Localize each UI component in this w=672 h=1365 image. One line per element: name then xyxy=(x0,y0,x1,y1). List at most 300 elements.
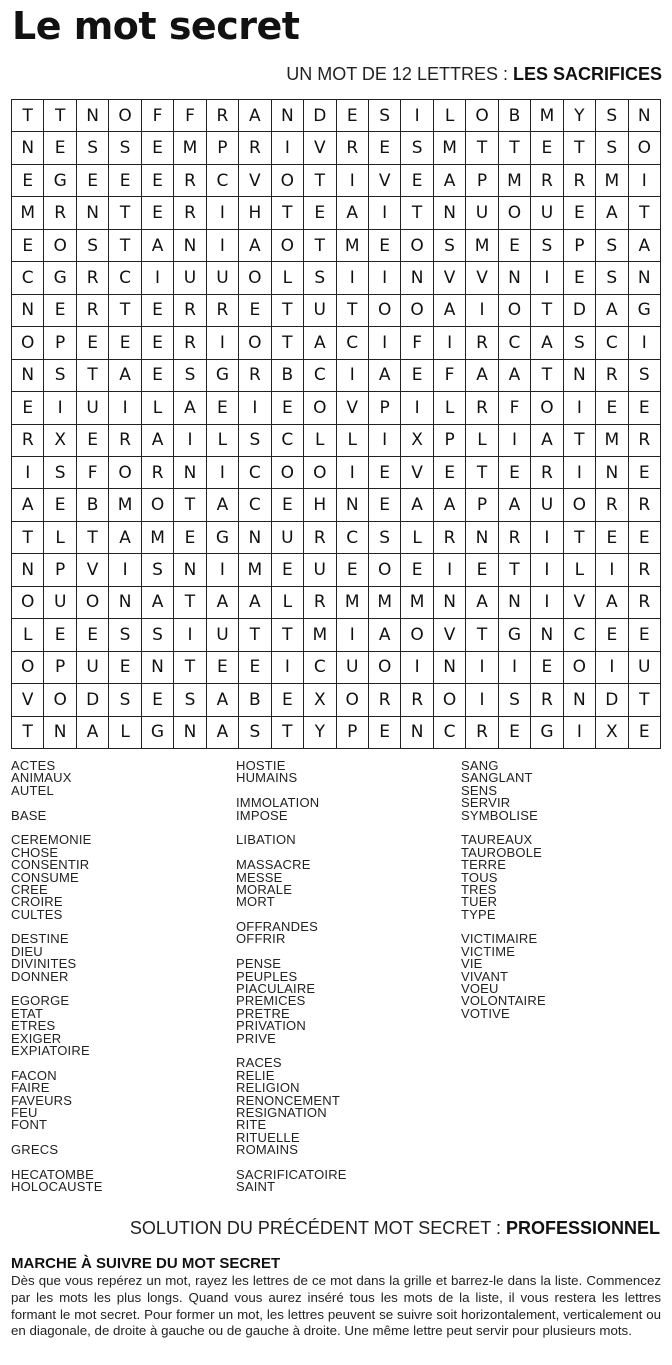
grid-cell[interactable]: C xyxy=(499,327,531,359)
grid-cell[interactable]: O xyxy=(629,132,661,164)
grid-cell[interactable]: M xyxy=(596,425,628,457)
grid-cell[interactable]: E xyxy=(44,295,76,327)
grid-cell[interactable]: C xyxy=(337,522,369,554)
grid-cell[interactable]: E xyxy=(499,457,531,489)
grid-cell[interactable]: R xyxy=(629,425,661,457)
grid-cell[interactable]: I xyxy=(44,392,76,424)
grid-cell[interactable]: A xyxy=(434,489,466,521)
grid-cell[interactable]: S xyxy=(369,522,401,554)
grid-cell[interactable]: T xyxy=(174,652,206,684)
grid-cell[interactable]: L xyxy=(44,522,76,554)
grid-cell[interactable]: C xyxy=(596,327,628,359)
grid-cell[interactable]: S xyxy=(239,425,271,457)
grid-cell[interactable]: N xyxy=(337,489,369,521)
grid-cell[interactable]: E xyxy=(629,522,661,554)
grid-cell[interactable]: C xyxy=(12,262,44,294)
grid-cell[interactable]: M xyxy=(337,230,369,262)
grid-cell[interactable]: A xyxy=(531,327,563,359)
grid-cell[interactable]: E xyxy=(142,132,174,164)
grid-cell[interactable]: E xyxy=(272,489,304,521)
grid-cell[interactable]: T xyxy=(109,230,141,262)
grid-cell[interactable]: E xyxy=(369,457,401,489)
grid-cell[interactable]: V xyxy=(12,684,44,716)
grid-cell[interactable]: R xyxy=(629,489,661,521)
grid-cell[interactable]: E xyxy=(109,652,141,684)
grid-cell[interactable]: R xyxy=(77,295,109,327)
grid-cell[interactable]: T xyxy=(77,522,109,554)
grid-cell[interactable]: R xyxy=(434,522,466,554)
grid-cell[interactable]: C xyxy=(109,262,141,294)
grid-cell[interactable]: T xyxy=(337,295,369,327)
grid-cell[interactable]: I xyxy=(401,100,433,132)
grid-cell[interactable]: I xyxy=(434,554,466,586)
grid-cell[interactable]: S xyxy=(44,360,76,392)
grid-cell[interactable]: A xyxy=(499,489,531,521)
grid-cell[interactable]: I xyxy=(564,717,596,749)
grid-cell[interactable]: T xyxy=(272,197,304,229)
grid-cell[interactable]: S xyxy=(434,230,466,262)
grid-cell[interactable]: G xyxy=(499,619,531,651)
grid-cell[interactable]: L xyxy=(401,522,433,554)
grid-cell[interactable]: O xyxy=(564,652,596,684)
grid-cell[interactable]: E xyxy=(629,717,661,749)
grid-cell[interactable]: V xyxy=(466,262,498,294)
grid-cell[interactable]: T xyxy=(466,457,498,489)
grid-cell[interactable]: I xyxy=(401,392,433,424)
grid-cell[interactable]: E xyxy=(142,327,174,359)
grid-cell[interactable]: T xyxy=(272,327,304,359)
grid-cell[interactable]: I xyxy=(174,619,206,651)
grid-cell[interactable]: L xyxy=(304,425,336,457)
grid-cell[interactable]: O xyxy=(272,230,304,262)
grid-cell[interactable]: E xyxy=(272,684,304,716)
grid-cell[interactable]: E xyxy=(499,717,531,749)
grid-cell[interactable]: A xyxy=(369,360,401,392)
grid-cell[interactable]: A xyxy=(207,587,239,619)
grid-cell[interactable]: O xyxy=(434,684,466,716)
grid-cell[interactable]: S xyxy=(142,619,174,651)
grid-cell[interactable]: F xyxy=(77,457,109,489)
grid-cell[interactable]: I xyxy=(337,457,369,489)
grid-cell[interactable]: E xyxy=(629,457,661,489)
grid-cell[interactable]: T xyxy=(466,132,498,164)
grid-cell[interactable]: I xyxy=(272,652,304,684)
grid-cell[interactable]: G xyxy=(207,360,239,392)
grid-cell[interactable]: P xyxy=(466,489,498,521)
grid-cell[interactable]: N xyxy=(564,360,596,392)
grid-cell[interactable]: N xyxy=(174,457,206,489)
grid-cell[interactable]: E xyxy=(44,132,76,164)
grid-cell[interactable]: R xyxy=(596,489,628,521)
grid-cell[interactable]: M xyxy=(12,197,44,229)
grid-cell[interactable]: S xyxy=(596,132,628,164)
grid-cell[interactable]: E xyxy=(207,392,239,424)
grid-cell[interactable]: N xyxy=(12,132,44,164)
grid-cell[interactable]: T xyxy=(401,197,433,229)
grid-cell[interactable]: I xyxy=(142,262,174,294)
grid-cell[interactable]: R xyxy=(499,522,531,554)
grid-cell[interactable]: T xyxy=(272,295,304,327)
grid-cell[interactable]: A xyxy=(466,587,498,619)
grid-cell[interactable]: N xyxy=(109,587,141,619)
grid-cell[interactable]: O xyxy=(44,684,76,716)
grid-cell[interactable]: C xyxy=(304,360,336,392)
grid-cell[interactable]: I xyxy=(531,522,563,554)
grid-cell[interactable]: I xyxy=(401,652,433,684)
grid-cell[interactable]: I xyxy=(531,554,563,586)
grid-cell[interactable]: S xyxy=(531,230,563,262)
grid-cell[interactable]: P xyxy=(44,327,76,359)
grid-cell[interactable]: L xyxy=(564,554,596,586)
grid-cell[interactable]: A xyxy=(596,587,628,619)
grid-cell[interactable]: G xyxy=(44,165,76,197)
grid-cell[interactable]: R xyxy=(207,295,239,327)
grid-cell[interactable]: S xyxy=(109,684,141,716)
grid-cell[interactable]: I xyxy=(109,392,141,424)
grid-cell[interactable]: O xyxy=(369,295,401,327)
grid-cell[interactable]: X xyxy=(401,425,433,457)
grid-cell[interactable]: R xyxy=(109,425,141,457)
grid-cell[interactable]: M xyxy=(174,132,206,164)
grid-cell[interactable]: I xyxy=(337,360,369,392)
grid-cell[interactable]: E xyxy=(369,230,401,262)
grid-cell[interactable]: A xyxy=(466,360,498,392)
grid-cell[interactable]: E xyxy=(77,165,109,197)
grid-cell[interactable]: E xyxy=(12,165,44,197)
grid-cell[interactable]: T xyxy=(12,100,44,132)
grid-cell[interactable]: U xyxy=(174,262,206,294)
grid-cell[interactable]: A xyxy=(239,587,271,619)
grid-cell[interactable]: O xyxy=(401,619,433,651)
grid-cell[interactable]: R xyxy=(466,327,498,359)
grid-cell[interactable]: E xyxy=(142,165,174,197)
grid-cell[interactable]: T xyxy=(12,717,44,749)
grid-cell[interactable]: T xyxy=(109,197,141,229)
grid-cell[interactable]: C xyxy=(564,619,596,651)
grid-cell[interactable]: M xyxy=(401,587,433,619)
grid-cell[interactable]: L xyxy=(434,392,466,424)
grid-cell[interactable]: V xyxy=(434,262,466,294)
grid-cell[interactable]: A xyxy=(77,717,109,749)
grid-cell[interactable]: E xyxy=(272,554,304,586)
grid-cell[interactable]: E xyxy=(564,262,596,294)
grid-cell[interactable]: E xyxy=(207,652,239,684)
grid-cell[interactable]: E xyxy=(77,327,109,359)
grid-cell[interactable]: D xyxy=(564,295,596,327)
grid-cell[interactable]: O xyxy=(109,100,141,132)
grid-cell[interactable]: I xyxy=(369,262,401,294)
grid-cell[interactable]: N xyxy=(12,554,44,586)
grid-cell[interactable]: I xyxy=(629,165,661,197)
grid-cell[interactable]: X xyxy=(44,425,76,457)
grid-cell[interactable]: M xyxy=(337,587,369,619)
grid-cell[interactable]: M xyxy=(499,165,531,197)
grid-cell[interactable]: C xyxy=(337,327,369,359)
grid-cell[interactable]: O xyxy=(401,295,433,327)
grid-cell[interactable]: I xyxy=(499,652,531,684)
grid-cell[interactable]: R xyxy=(174,295,206,327)
grid-cell[interactable]: I xyxy=(239,392,271,424)
grid-cell[interactable]: O xyxy=(239,262,271,294)
grid-cell[interactable]: N xyxy=(12,295,44,327)
grid-cell[interactable]: N xyxy=(174,717,206,749)
grid-cell[interactable]: T xyxy=(629,684,661,716)
grid-cell[interactable]: I xyxy=(109,554,141,586)
grid-cell[interactable]: S xyxy=(77,230,109,262)
grid-cell[interactable]: I xyxy=(207,457,239,489)
grid-cell[interactable]: Y xyxy=(304,717,336,749)
grid-cell[interactable]: U xyxy=(337,652,369,684)
grid-cell[interactable]: E xyxy=(239,652,271,684)
grid-cell[interactable]: A xyxy=(531,425,563,457)
grid-cell[interactable]: S xyxy=(109,619,141,651)
grid-cell[interactable]: O xyxy=(272,457,304,489)
grid-cell[interactable]: E xyxy=(401,554,433,586)
grid-cell[interactable]: O xyxy=(12,327,44,359)
grid-cell[interactable]: N xyxy=(564,684,596,716)
grid-cell[interactable]: G xyxy=(44,262,76,294)
grid-cell[interactable]: P xyxy=(44,554,76,586)
grid-cell[interactable]: G xyxy=(531,717,563,749)
grid-cell[interactable]: T xyxy=(304,165,336,197)
grid-cell[interactable]: E xyxy=(109,165,141,197)
grid-cell[interactable]: E xyxy=(337,554,369,586)
grid-cell[interactable]: R xyxy=(304,587,336,619)
grid-cell[interactable]: T xyxy=(174,489,206,521)
grid-cell[interactable]: T xyxy=(272,717,304,749)
grid-cell[interactable]: L xyxy=(207,425,239,457)
grid-cell[interactable]: A xyxy=(434,165,466,197)
grid-cell[interactable]: C xyxy=(239,457,271,489)
grid-cell[interactable]: S xyxy=(401,132,433,164)
grid-cell[interactable]: N xyxy=(12,360,44,392)
grid-cell[interactable]: I xyxy=(369,327,401,359)
grid-cell[interactable]: I xyxy=(337,262,369,294)
grid-cell[interactable]: U xyxy=(629,652,661,684)
grid-cell[interactable]: A xyxy=(142,587,174,619)
grid-cell[interactable]: D xyxy=(77,684,109,716)
grid-cell[interactable]: P xyxy=(434,425,466,457)
grid-cell[interactable]: N xyxy=(629,262,661,294)
grid-cell[interactable]: I xyxy=(12,457,44,489)
grid-cell[interactable]: I xyxy=(596,652,628,684)
grid-cell[interactable]: P xyxy=(564,230,596,262)
grid-cell[interactable]: G xyxy=(142,717,174,749)
grid-cell[interactable]: M xyxy=(434,132,466,164)
grid-cell[interactable]: M xyxy=(109,489,141,521)
grid-cell[interactable]: M xyxy=(239,554,271,586)
grid-cell[interactable]: R xyxy=(337,132,369,164)
grid-cell[interactable]: S xyxy=(174,684,206,716)
grid-cell[interactable]: R xyxy=(596,360,628,392)
grid-cell[interactable]: N xyxy=(596,457,628,489)
grid-cell[interactable]: E xyxy=(629,619,661,651)
grid-cell[interactable]: E xyxy=(629,392,661,424)
grid-cell[interactable]: A xyxy=(434,295,466,327)
grid-cell[interactable]: V xyxy=(369,165,401,197)
grid-cell[interactable]: R xyxy=(207,100,239,132)
grid-cell[interactable]: N xyxy=(174,230,206,262)
grid-cell[interactable]: N xyxy=(499,262,531,294)
grid-cell[interactable]: R xyxy=(531,684,563,716)
grid-cell[interactable]: R xyxy=(142,457,174,489)
grid-cell[interactable]: O xyxy=(142,489,174,521)
grid-cell[interactable]: T xyxy=(466,619,498,651)
grid-cell[interactable]: P xyxy=(207,132,239,164)
grid-cell[interactable]: P xyxy=(466,165,498,197)
grid-cell[interactable]: L xyxy=(337,425,369,457)
grid-cell[interactable]: T xyxy=(109,295,141,327)
grid-cell[interactable]: L xyxy=(12,619,44,651)
grid-cell[interactable]: M xyxy=(466,230,498,262)
grid-cell[interactable]: R xyxy=(239,360,271,392)
grid-cell[interactable]: D xyxy=(304,100,336,132)
grid-cell[interactable]: V xyxy=(77,554,109,586)
grid-cell[interactable]: I xyxy=(564,457,596,489)
grid-cell[interactable]: F xyxy=(142,100,174,132)
grid-cell[interactable]: N xyxy=(272,100,304,132)
grid-cell[interactable]: L xyxy=(434,100,466,132)
grid-cell[interactable]: R xyxy=(12,425,44,457)
grid-cell[interactable]: G xyxy=(629,295,661,327)
grid-cell[interactable]: U xyxy=(207,619,239,651)
grid-cell[interactable]: A xyxy=(142,425,174,457)
grid-cell[interactable]: R xyxy=(531,457,563,489)
grid-cell[interactable]: T xyxy=(564,132,596,164)
grid-cell[interactable]: S xyxy=(44,457,76,489)
grid-cell[interactable]: N xyxy=(434,652,466,684)
grid-cell[interactable]: O xyxy=(77,587,109,619)
grid-cell[interactable]: S xyxy=(596,262,628,294)
grid-cell[interactable]: I xyxy=(369,197,401,229)
grid-cell[interactable]: E xyxy=(109,327,141,359)
grid-cell[interactable]: E xyxy=(272,392,304,424)
grid-cell[interactable]: E xyxy=(142,197,174,229)
grid-cell[interactable]: S xyxy=(174,360,206,392)
grid-cell[interactable]: I xyxy=(337,165,369,197)
grid-cell[interactable]: B xyxy=(77,489,109,521)
grid-cell[interactable]: C xyxy=(434,717,466,749)
grid-cell[interactable]: N xyxy=(499,587,531,619)
grid-cell[interactable]: R xyxy=(77,262,109,294)
grid-cell[interactable]: L xyxy=(109,717,141,749)
grid-cell[interactable]: E xyxy=(531,132,563,164)
grid-cell[interactable]: S xyxy=(369,100,401,132)
grid-cell[interactable]: N xyxy=(77,100,109,132)
grid-cell[interactable]: I xyxy=(466,652,498,684)
grid-cell[interactable]: A xyxy=(207,684,239,716)
grid-cell[interactable]: N xyxy=(142,652,174,684)
grid-cell[interactable]: U xyxy=(531,197,563,229)
grid-cell[interactable]: U xyxy=(207,262,239,294)
grid-cell[interactable]: E xyxy=(304,197,336,229)
grid-cell[interactable]: I xyxy=(272,132,304,164)
grid-cell[interactable]: O xyxy=(369,652,401,684)
grid-cell[interactable]: M xyxy=(142,522,174,554)
grid-cell[interactable]: T xyxy=(564,522,596,554)
grid-cell[interactable]: U xyxy=(44,587,76,619)
grid-cell[interactable]: T xyxy=(531,295,563,327)
grid-cell[interactable]: F xyxy=(499,392,531,424)
grid-cell[interactable]: O xyxy=(499,295,531,327)
grid-cell[interactable]: I xyxy=(531,587,563,619)
grid-cell[interactable]: N xyxy=(531,619,563,651)
grid-cell[interactable]: L xyxy=(466,425,498,457)
grid-cell[interactable]: A xyxy=(629,230,661,262)
grid-cell[interactable]: E xyxy=(174,522,206,554)
grid-cell[interactable]: A xyxy=(499,360,531,392)
grid-cell[interactable]: S xyxy=(239,717,271,749)
grid-cell[interactable]: I xyxy=(596,554,628,586)
grid-cell[interactable]: U xyxy=(304,295,336,327)
grid-cell[interactable]: E xyxy=(401,360,433,392)
grid-cell[interactable]: R xyxy=(401,684,433,716)
grid-cell[interactable]: E xyxy=(77,425,109,457)
grid-cell[interactable]: B xyxy=(272,360,304,392)
grid-cell[interactable]: E xyxy=(12,392,44,424)
grid-cell[interactable]: E xyxy=(531,652,563,684)
grid-cell[interactable]: O xyxy=(44,230,76,262)
grid-cell[interactable]: O xyxy=(304,392,336,424)
grid-cell[interactable]: E xyxy=(77,619,109,651)
grid-cell[interactable]: E xyxy=(499,230,531,262)
grid-cell[interactable]: B xyxy=(499,100,531,132)
grid-cell[interactable]: N xyxy=(401,262,433,294)
grid-cell[interactable]: M xyxy=(531,100,563,132)
grid-cell[interactable]: U xyxy=(77,392,109,424)
grid-cell[interactable]: L xyxy=(272,587,304,619)
grid-cell[interactable]: R xyxy=(531,165,563,197)
grid-cell[interactable]: R xyxy=(466,717,498,749)
grid-cell[interactable]: A xyxy=(337,197,369,229)
grid-cell[interactable]: R xyxy=(466,392,498,424)
grid-cell[interactable]: T xyxy=(629,197,661,229)
grid-cell[interactable]: E xyxy=(369,717,401,749)
grid-cell[interactable]: E xyxy=(142,295,174,327)
grid-cell[interactable]: M xyxy=(596,165,628,197)
grid-cell[interactable]: O xyxy=(12,652,44,684)
grid-cell[interactable]: E xyxy=(239,295,271,327)
grid-cell[interactable]: C xyxy=(239,489,271,521)
grid-cell[interactable]: L xyxy=(272,262,304,294)
grid-cell[interactable]: O xyxy=(401,230,433,262)
grid-cell[interactable]: P xyxy=(44,652,76,684)
grid-cell[interactable]: I xyxy=(369,425,401,457)
grid-cell[interactable]: E xyxy=(466,554,498,586)
grid-cell[interactable]: E xyxy=(596,619,628,651)
grid-cell[interactable]: O xyxy=(12,587,44,619)
grid-cell[interactable]: O xyxy=(109,457,141,489)
grid-cell[interactable]: A xyxy=(304,327,336,359)
grid-cell[interactable]: O xyxy=(531,392,563,424)
grid-cell[interactable]: F xyxy=(434,360,466,392)
grid-cell[interactable]: T xyxy=(304,230,336,262)
grid-cell[interactable]: R xyxy=(629,554,661,586)
grid-cell[interactable]: T xyxy=(239,619,271,651)
grid-cell[interactable]: R xyxy=(304,522,336,554)
grid-cell[interactable]: S xyxy=(596,230,628,262)
grid-cell[interactable]: I xyxy=(466,684,498,716)
grid-cell[interactable]: N xyxy=(239,522,271,554)
grid-cell[interactable]: A xyxy=(174,392,206,424)
grid-cell[interactable]: S xyxy=(77,132,109,164)
grid-cell[interactable]: L xyxy=(142,392,174,424)
grid-cell[interactable]: O xyxy=(369,554,401,586)
grid-cell[interactable]: F xyxy=(401,327,433,359)
grid-cell[interactable]: N xyxy=(434,587,466,619)
grid-cell[interactable]: I xyxy=(629,327,661,359)
grid-cell[interactable]: U xyxy=(272,522,304,554)
